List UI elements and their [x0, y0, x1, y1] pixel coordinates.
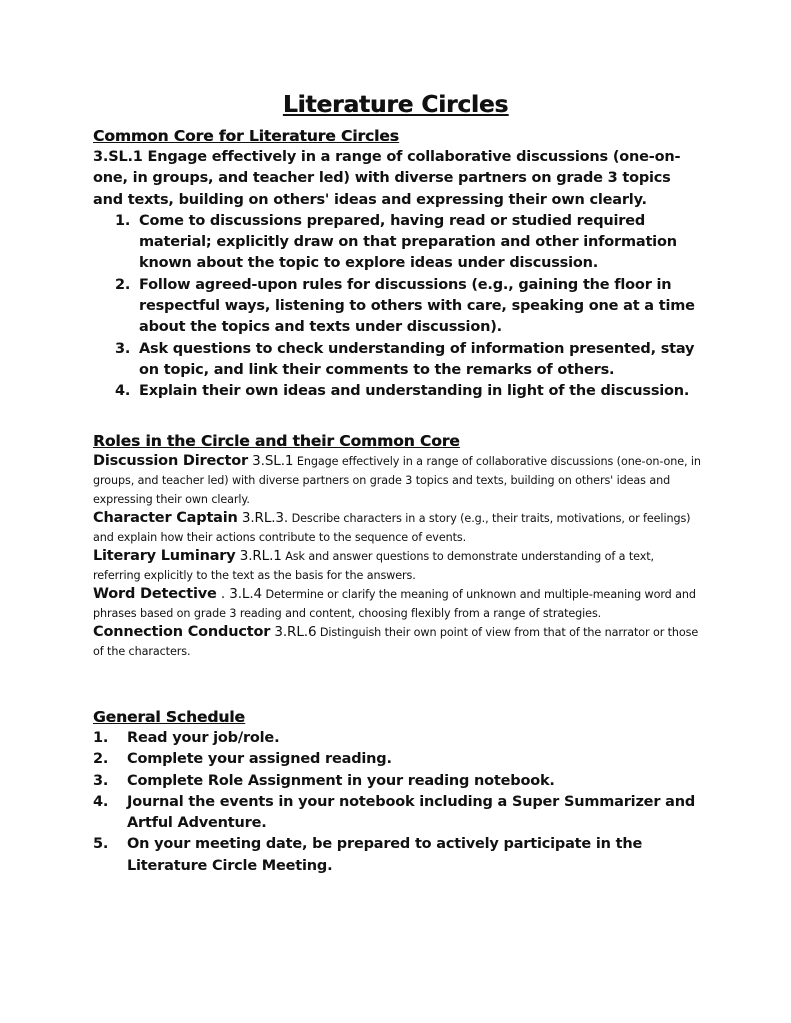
common-core-standard: 3.SL.1 Engage effectively in a range of collaborative discussions (one-on-one, in groups, and teacher led) with diverse partners on grade 3 topics and texts, building on others' ideas and expressing their own clearly.	[93, 149, 681, 208]
role-standard-code: 3.RL.6	[270, 624, 317, 640]
list-number: 1.	[115, 212, 131, 229]
list-number: 4.	[115, 383, 131, 400]
role-entry	[93, 452, 703, 509]
list-item-text: Read your job/role.	[127, 730, 280, 746]
list-item	[93, 792, 703, 835]
role-name: Character Captain	[93, 510, 238, 526]
list-item-text: Complete Role Assignment in your reading notebook.	[127, 772, 555, 789]
list-item-text: Ask questions to check understanding of information presented, stay on topic, and link their comments to the remarks of others.	[139, 340, 695, 378]
list-number: 2.	[93, 751, 109, 768]
role-entry	[93, 547, 703, 585]
role-name: Discussion Director	[93, 453, 248, 469]
role-description: Distinguish their own point of view from that of the narrator or those of the characters.	[93, 626, 699, 658]
list-item	[93, 834, 703, 877]
list-number: 3.	[115, 340, 131, 357]
common-core-heading: Common Core for Literature Circles	[93, 127, 399, 145]
list-item-text: Explain their own ideas and understanding in light of the discussion.	[139, 383, 690, 400]
list-number: 2.	[115, 276, 131, 293]
list-number: 1.	[93, 730, 109, 746]
role-entry	[93, 509, 703, 547]
role-standard-code: . 3.L.4	[216, 586, 262, 602]
list-item	[115, 275, 703, 339]
role-name: Literary Luminary	[93, 548, 236, 564]
page-title: Literature Circles	[282, 92, 509, 118]
list-number: 3.	[93, 772, 109, 789]
role-description: Ask and answer questions to demonstrate understanding of a text, referring explicitly to the text as the basis for the answers.	[93, 550, 655, 582]
schedule-heading: General Schedule	[93, 708, 245, 726]
list-item-text: On your meeting date, be prepared to actively participate in the Literature Circle Meeting.	[127, 836, 643, 874]
list-item	[115, 211, 703, 275]
roles-heading: Roles in the Circle and their Common Core	[93, 432, 460, 450]
schedule-section	[93, 707, 703, 877]
role-standard-code: 3.RL.3.	[237, 510, 289, 526]
role-name: Word Detective	[93, 586, 217, 602]
schedule-list	[93, 728, 703, 877]
list-item	[115, 381, 703, 402]
common-core-section	[93, 126, 703, 403]
role-description: Engage effectively in a range of collaborative discussions (one-on-one, in groups, and teacher led) with diverse partners on grade 3 topics and texts, building on others' ideas and expressing their own clearly.	[93, 455, 701, 506]
role-entry	[93, 585, 703, 623]
list-item	[115, 339, 703, 382]
list-item	[93, 749, 703, 770]
role-description: Describe characters in a story (e.g., their traits, motivations, or feelings) and explain how their actions contribute to the sequence of events.	[93, 512, 691, 544]
list-number: 5.	[93, 836, 109, 853]
list-number: 4.	[93, 793, 109, 810]
list-item-text: Follow agreed-upon rules for discussions (e.g., gaining the floor in respectful ways, listening to others with care, speaking one at a time about the topics and texts under discussion).	[139, 276, 695, 336]
role-description: Determine or clarify the meaning of unknown and multiple-meaning word and phrases based on grade 3 reading and content, choosing flexibly from a range of strategies.	[93, 588, 696, 620]
role-standard-code: 3.SL.1	[247, 453, 294, 469]
list-item	[93, 771, 703, 792]
list-item-text: Come to discussions prepared, having read or studied required material; explicitly draw on that preparation and other information known about the topic to explore ideas under discussion.	[139, 212, 677, 272]
list-item	[93, 728, 703, 749]
role-name: Connection Conductor	[93, 624, 271, 640]
role-entry	[93, 623, 703, 661]
role-standard-code: 3.RL.1	[235, 548, 282, 564]
list-item-text: Journal the events in your notebook including a Super Summarizer and Artful Adventure.	[127, 793, 696, 832]
list-item-text: Complete your assigned reading.	[127, 751, 392, 768]
roles-section	[93, 431, 703, 661]
common-core-list	[93, 211, 703, 403]
